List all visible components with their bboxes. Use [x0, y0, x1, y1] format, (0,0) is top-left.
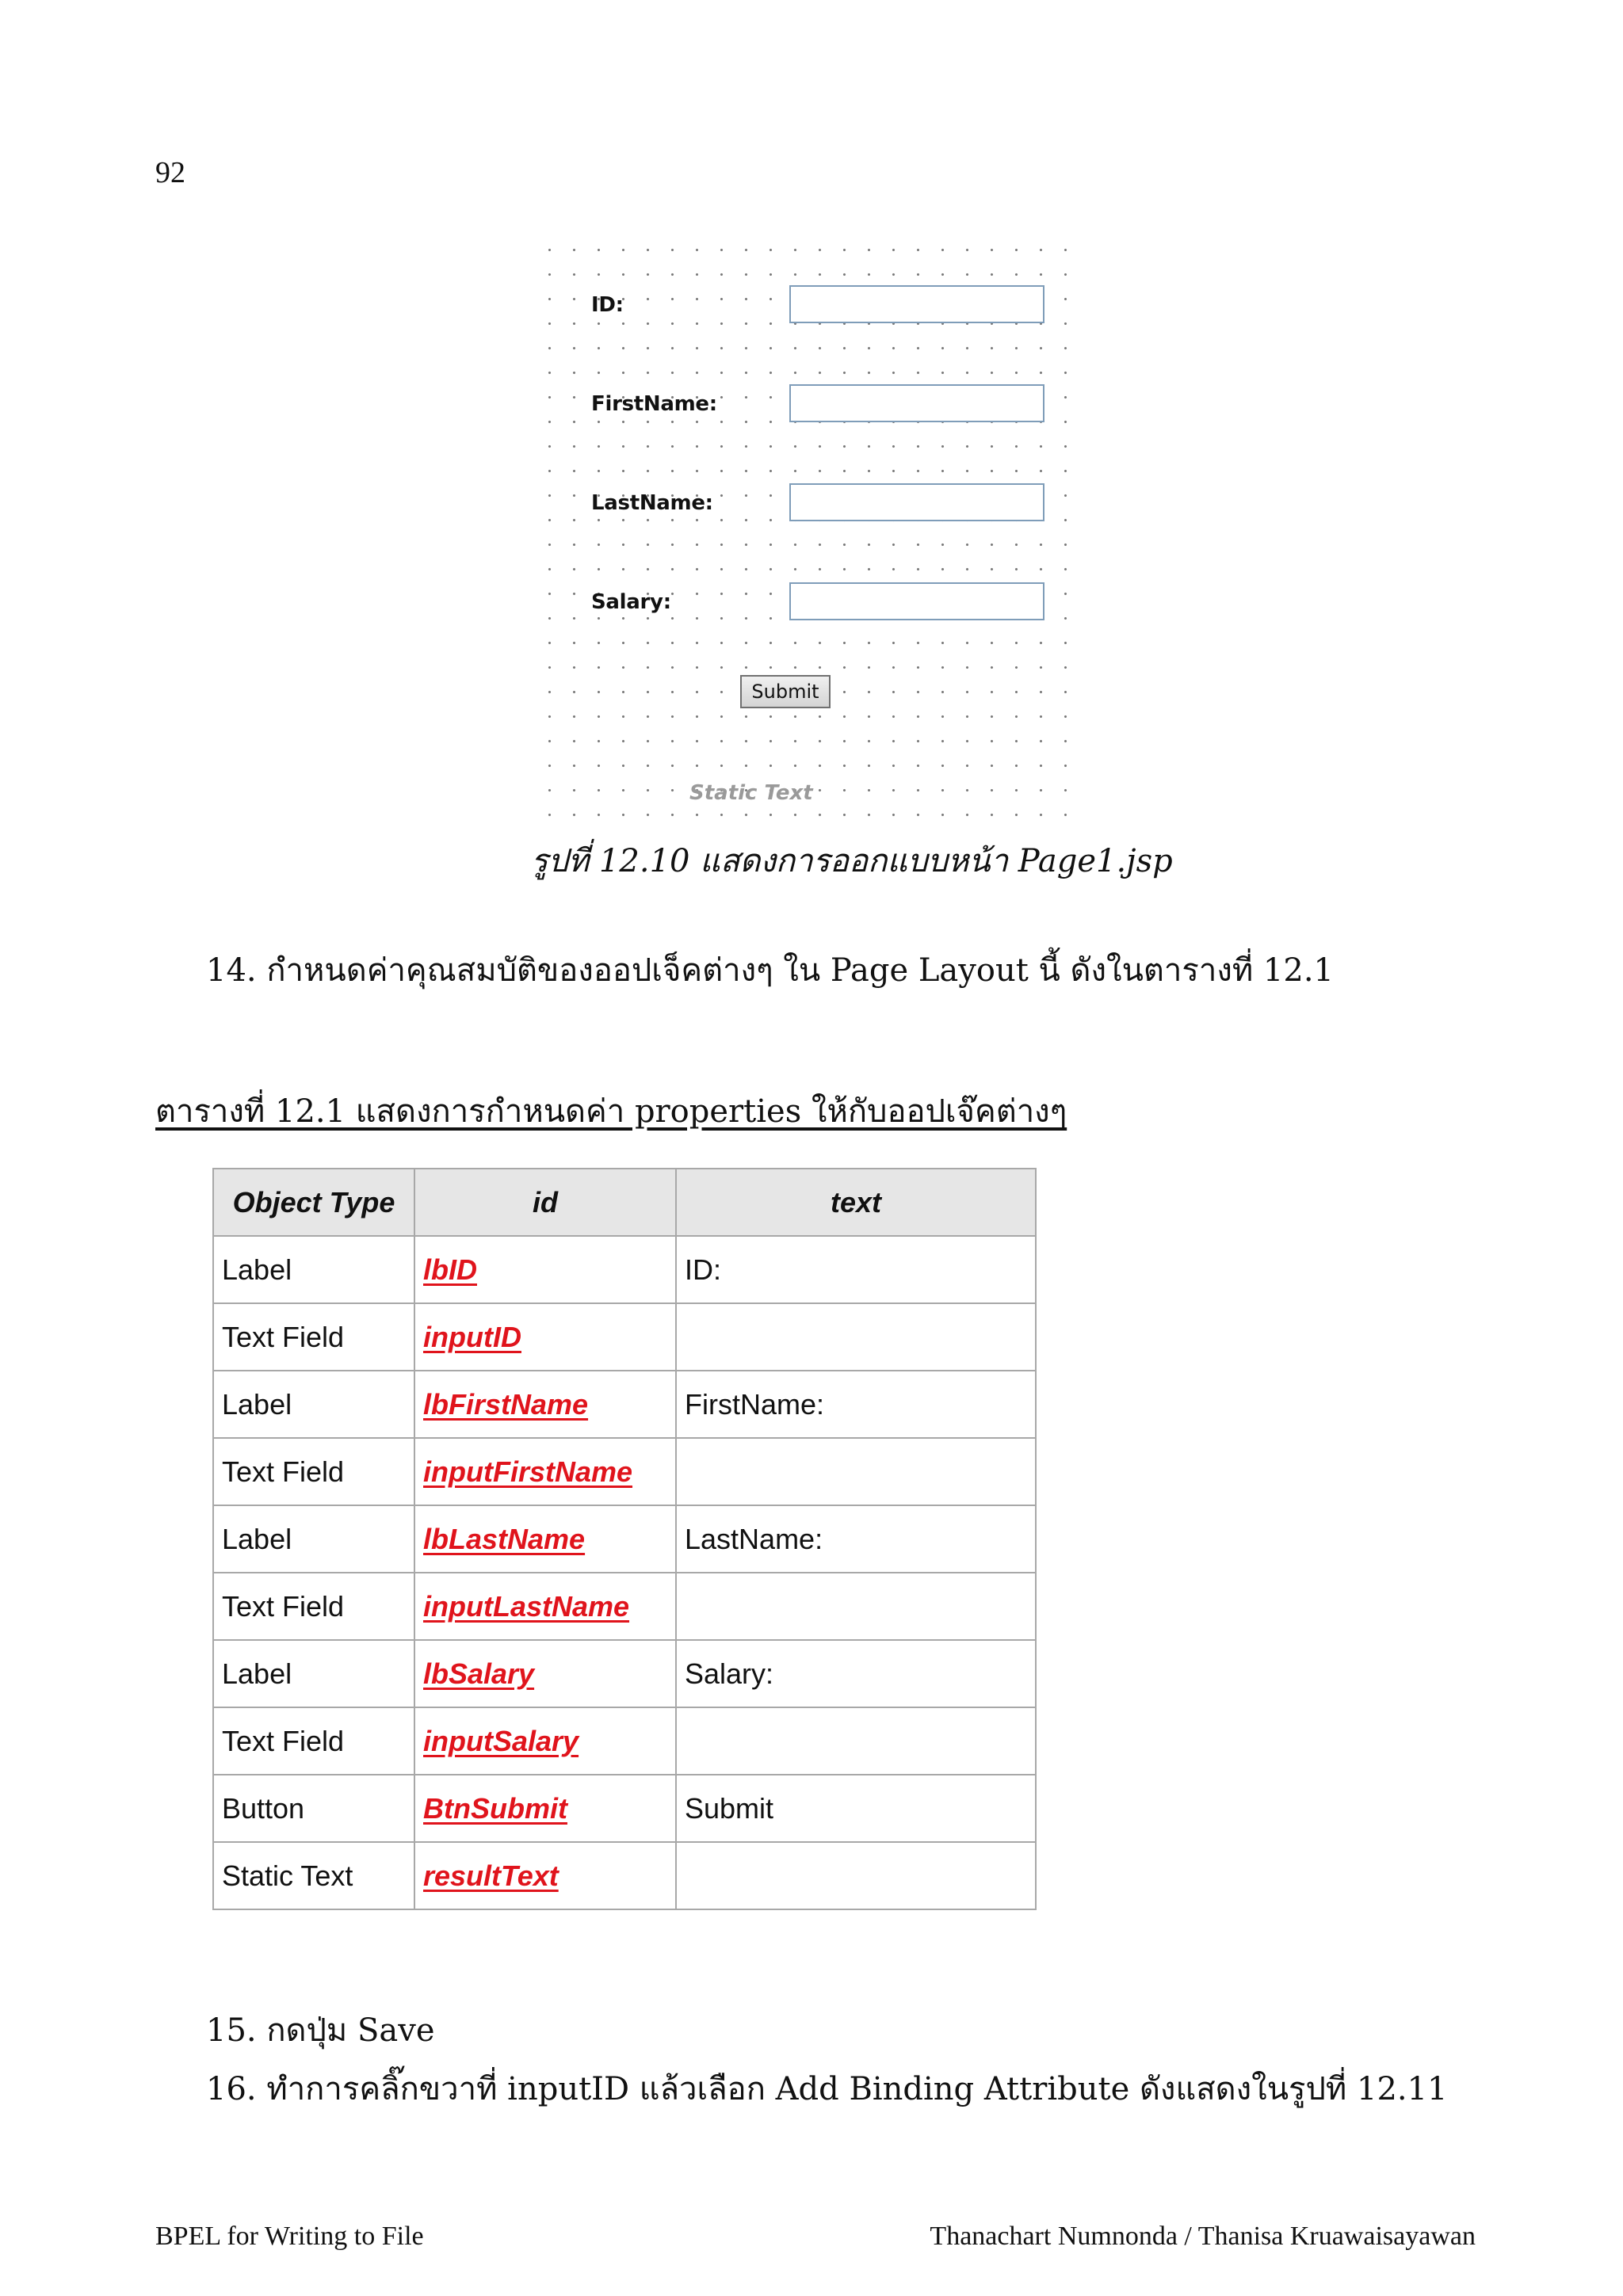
header-object-type: Object Type: [213, 1169, 414, 1236]
table-title: ตารางที่ 12.1 แสดงการกำหนดค่า properties ให้กับออปเจ๊คต่างๆ: [155, 1093, 1067, 1130]
designer-input-firstname[interactable]: [789, 384, 1044, 422]
cell-id: resultText: [414, 1842, 676, 1909]
footer-title: BPEL for Writing to File: [155, 2222, 424, 2251]
table-row: [213, 1775, 1036, 1842]
cell-text: [676, 1707, 1036, 1775]
footer-authors: Thanachart Numnonda / Thanisa Kruawaisayawan: [930, 2222, 1476, 2251]
page-number: 92: [155, 156, 185, 189]
cell-text: [676, 1573, 1036, 1640]
table-row: [213, 1573, 1036, 1640]
table-row: [213, 1371, 1036, 1438]
designer-input-salary[interactable]: [789, 582, 1044, 620]
step-15: 15. กดปุ่ม Save: [206, 2012, 435, 2049]
designer-static-text: Static Text: [689, 781, 813, 805]
cell-object-type: Button: [213, 1775, 414, 1842]
table-row: [213, 1707, 1036, 1775]
designer-label-salary: Salary:: [591, 590, 671, 614]
table-row: [213, 1303, 1036, 1371]
cell-text: LastName:: [676, 1505, 1036, 1573]
cell-object-type: Label: [213, 1371, 414, 1438]
designer-label-lastname: LastName:: [591, 491, 713, 515]
step-14: 14. กำหนดค่าคุณสมบัติของออปเจ็คต่างๆ ใน Page Layout นี้ ดังในตารางที่ 12.1: [206, 952, 1334, 989]
figure-caption: รูปที่ 12.10 แสดงการออกแบบหน้า Page1.jsp: [531, 843, 1173, 879]
cell-id: lbSalary: [414, 1640, 676, 1707]
cell-id: inputFirstName: [414, 1438, 676, 1505]
cell-object-type: Text Field: [213, 1303, 414, 1371]
header-text: text: [676, 1169, 1036, 1236]
table-row: [213, 1438, 1036, 1505]
table-row: [213, 1505, 1036, 1573]
cell-text: Submit: [676, 1775, 1036, 1842]
cell-text: [676, 1438, 1036, 1505]
designer-label-id: ID:: [591, 293, 624, 317]
cell-object-type: Text Field: [213, 1707, 414, 1775]
cell-object-type: Label: [213, 1505, 414, 1573]
cell-object-type: Static Text: [213, 1842, 414, 1909]
cell-id: lbLastName: [414, 1505, 676, 1573]
table-row: [213, 1236, 1036, 1303]
designer-input-id[interactable]: [789, 285, 1044, 323]
step-16: 16. ทำการคลิ๊กขวาที่ inputID แล้วเลือก Add Binding Attribute ดังแสดงในรูปที่ 12.11: [206, 2071, 1448, 2107]
cell-text: FirstName:: [676, 1371, 1036, 1438]
table-row: [213, 1640, 1036, 1707]
cell-id: lbID: [414, 1236, 676, 1303]
cell-object-type: Label: [213, 1236, 414, 1303]
table-row: [213, 1842, 1036, 1909]
cell-object-type: Text Field: [213, 1573, 414, 1640]
designer-label-firstname: FirstName:: [591, 392, 717, 416]
table-header-row: [213, 1169, 1036, 1236]
cell-text: Salary:: [676, 1640, 1036, 1707]
cell-id: BtnSubmit: [414, 1775, 676, 1842]
properties-table: [212, 1168, 1037, 1910]
cell-object-type: Label: [213, 1640, 414, 1707]
page-layout-designer: [537, 238, 1079, 824]
cell-text: [676, 1842, 1036, 1909]
cell-text: ID:: [676, 1236, 1036, 1303]
cell-id: inputLastName: [414, 1573, 676, 1640]
header-id: id: [414, 1169, 676, 1236]
cell-object-type: Text Field: [213, 1438, 414, 1505]
cell-text: [676, 1303, 1036, 1371]
cell-id: lbFirstName: [414, 1371, 676, 1438]
cell-id: inputSalary: [414, 1707, 676, 1775]
designer-input-lastname[interactable]: [789, 483, 1044, 521]
cell-id: inputID: [414, 1303, 676, 1371]
designer-submit-button[interactable]: Submit: [740, 675, 831, 708]
